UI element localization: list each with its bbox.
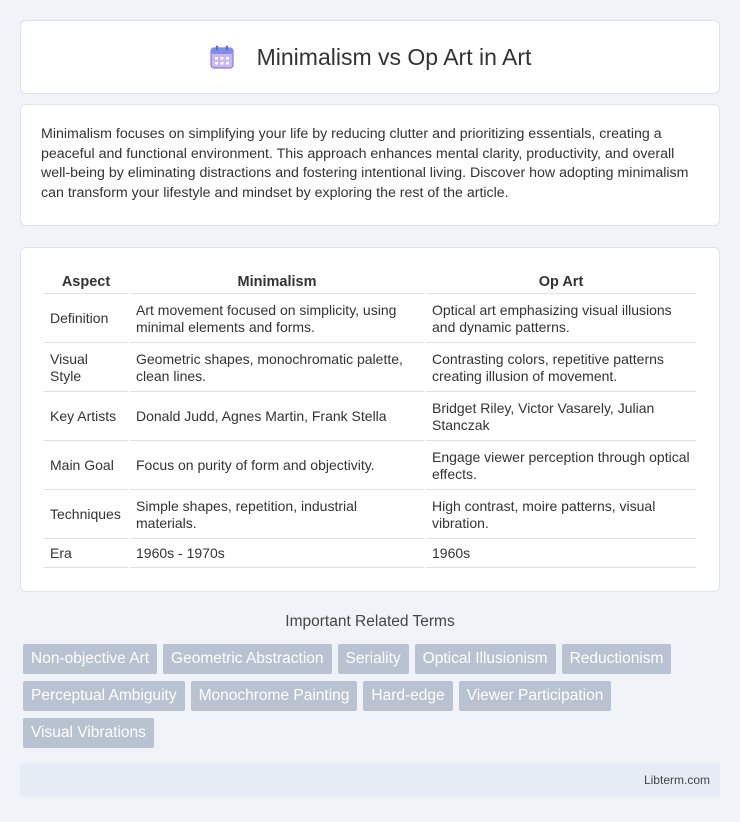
tag-reductionism[interactable]: Reductionism — [562, 644, 672, 674]
cell-minimalism: Geometric shapes, monochromatic palette, clean lines. — [130, 345, 424, 392]
cell-op-art: Engage viewer perception through optical effects. — [426, 443, 696, 490]
table-row — [44, 394, 696, 441]
tag-non-objective-art[interactable]: Non-objective Art — [23, 644, 157, 674]
cell-op-art: Optical art emphasizing visual illusions and dynamic patterns. — [426, 296, 696, 343]
comparison-card — [20, 247, 720, 592]
cell-aspect: Key Artists — [44, 394, 128, 441]
page-title: Minimalism vs Op Art in Art — [256, 43, 532, 70]
tag-visual-vibrations[interactable]: Visual Vibrations — [23, 718, 154, 748]
tag-viewer-participation[interactable]: Viewer Participation — [459, 681, 612, 711]
comparison-table — [42, 268, 698, 570]
cell-minimalism: Simple shapes, repetition, industrial materials. — [130, 492, 424, 539]
intro-text: Minimalism focuses on simplifying your life by reducing clutter and prioritizing essentials, creating a peaceful and functional environment. This approach enhances mental clarity, productivity, and overall well-being by eliminating distractions and fostering intentional living. Discover how adopting minimalism can transform your lifestyle and mindset by exploring the rest of the article. — [41, 126, 689, 201]
calendar-icon — [209, 44, 235, 70]
cell-aspect: Techniques — [44, 492, 128, 539]
cell-minimalism: 1960s - 1970s — [130, 541, 424, 568]
footer — [20, 763, 720, 797]
header-minimalism: Minimalism — [130, 270, 424, 294]
tag-optical-illusionism[interactable]: Optical Illusionism — [415, 644, 556, 674]
header-card — [20, 20, 720, 94]
table-row — [44, 443, 696, 490]
cell-aspect: Era — [44, 541, 128, 568]
tag-perceptual-ambiguity[interactable]: Perceptual Ambiguity — [23, 681, 185, 711]
cell-op-art: High contrast, moire patterns, visual vibration. — [426, 492, 696, 539]
cell-aspect: Main Goal — [44, 443, 128, 490]
cell-op-art: 1960s — [426, 541, 696, 568]
footer-brand[interactable]: Libterm.com — [643, 773, 710, 787]
tag-monochrome-painting[interactable]: Monochrome Painting — [191, 681, 358, 711]
table-row — [44, 345, 696, 392]
table-header-row — [44, 270, 696, 294]
cell-aspect: Visual Style — [44, 345, 128, 392]
header-op-art: Op Art — [426, 270, 696, 294]
table-row — [44, 296, 696, 343]
cell-op-art: Bridget Riley, Victor Vasarely, Julian Stanczak — [426, 394, 696, 441]
intro-card — [20, 104, 720, 226]
related-terms-title: Important Related Terms — [285, 613, 455, 630]
cell-aspect: Definition — [44, 296, 128, 343]
tag-seriality[interactable]: Seriality — [338, 644, 409, 674]
cell-minimalism: Donald Judd, Agnes Martin, Frank Stella — [130, 394, 424, 441]
table-row — [44, 492, 696, 539]
header-aspect: Aspect — [44, 270, 128, 294]
cell-minimalism: Focus on purity of form and objectivity. — [130, 443, 424, 490]
tag-geometric-abstraction[interactable]: Geometric Abstraction — [163, 644, 331, 674]
table-row — [44, 541, 696, 568]
related-terms-list — [20, 644, 720, 755]
cell-op-art: Contrasting colors, repetitive patterns creating illusion of movement. — [426, 345, 696, 392]
tag-hard-edge[interactable]: Hard-edge — [363, 681, 452, 711]
cell-minimalism: Art movement focused on simplicity, using minimal elements and forms. — [130, 296, 424, 343]
